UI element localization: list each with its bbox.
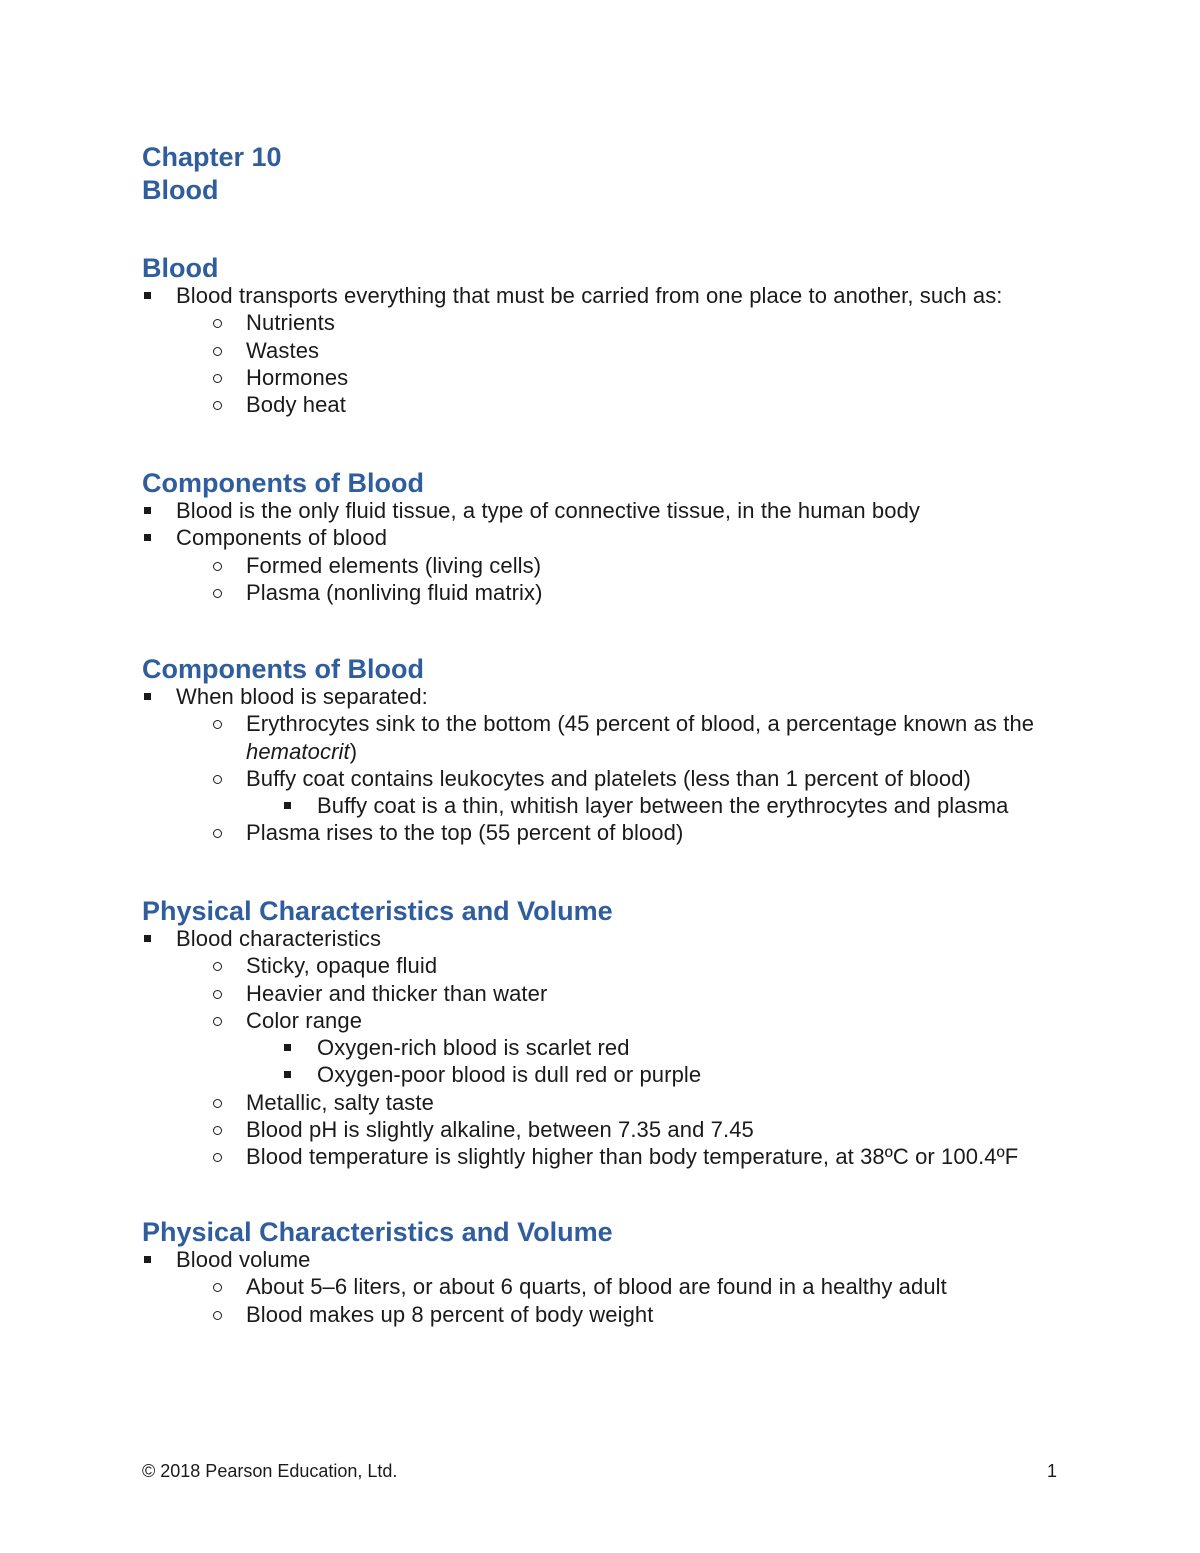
square-bullet-icon xyxy=(284,792,291,819)
circle-bullet-icon xyxy=(213,1143,222,1170)
list-item: Sticky, opaque fluid xyxy=(142,952,1122,979)
list-item: Hormones xyxy=(142,364,1122,391)
circle-bullet-icon xyxy=(213,579,222,606)
circle-bullet-icon xyxy=(213,710,222,737)
chapter-number: Chapter 10 xyxy=(142,142,282,172)
square-bullet-icon xyxy=(284,1061,291,1088)
list-item: Blood is the only fluid tissue, a type of connective tissue, in the human body xyxy=(142,497,1122,524)
list-item: Formed elements (living cells) xyxy=(142,552,1122,579)
chapter-title-block xyxy=(142,141,282,207)
chapter-title: Blood xyxy=(142,175,219,205)
square-bullet-icon xyxy=(144,1246,151,1273)
list-item: Buffy coat is a thin, whitish layer between the erythrocytes and plasma xyxy=(142,792,1122,819)
list-item: Oxygen-poor blood is dull red or purple xyxy=(142,1061,1122,1088)
section-physical-characteristics-2 xyxy=(142,1217,1122,1328)
list-item: Buffy coat contains leukocytes and platelets (less than 1 percent of blood) xyxy=(142,765,1122,792)
hematocrit-term: hematocrit xyxy=(246,738,350,764)
list-item: When blood is separated: xyxy=(142,683,1122,710)
list-item: Components of blood xyxy=(142,524,1122,551)
list-item: Blood characteristics xyxy=(142,925,1122,952)
square-bullet-icon xyxy=(144,282,151,309)
list-item: Blood makes up 8 percent of body weight xyxy=(142,1301,1122,1328)
list-item: Erythrocytes sink to the bottom (45 percent of blood, a percentage known as the hematocrit) xyxy=(142,710,1122,765)
list-item: Blood volume xyxy=(142,1246,1122,1273)
section-components-of-blood-2 xyxy=(142,654,1122,847)
section-heading: Physical Characteristics and Volume xyxy=(142,896,613,926)
section-components-of-blood-1 xyxy=(142,468,1122,606)
list-item: Blood transports everything that must be carried from one place to another, such as: xyxy=(142,282,1122,309)
circle-bullet-icon xyxy=(213,337,222,364)
list-item: Plasma rises to the top (55 percent of blood) xyxy=(142,819,1122,846)
section-blood xyxy=(142,253,1122,418)
square-bullet-icon xyxy=(144,524,151,551)
circle-bullet-icon xyxy=(213,552,222,579)
circle-bullet-icon xyxy=(213,765,222,792)
circle-bullet-icon xyxy=(213,364,222,391)
list-item: Blood temperature is slightly higher than body temperature, at 38ºC or 100.4ºF xyxy=(142,1143,1122,1170)
list-item: Wastes xyxy=(142,337,1122,364)
list-item: Blood pH is slightly alkaline, between 7.35 and 7.45 xyxy=(142,1116,1122,1143)
footer-page-number: 1 xyxy=(1047,1461,1058,1481)
circle-bullet-icon xyxy=(213,1007,222,1034)
footer-copyright: © 2018 Pearson Education, Ltd. xyxy=(142,1461,398,1481)
circle-bullet-icon xyxy=(213,1116,222,1143)
circle-bullet-icon xyxy=(213,1089,222,1116)
list-item: Plasma (nonliving fluid matrix) xyxy=(142,579,1122,606)
section-physical-characteristics-1 xyxy=(142,896,1122,1171)
square-bullet-icon xyxy=(284,1034,291,1061)
circle-bullet-icon xyxy=(213,980,222,1007)
section-heading: Blood xyxy=(142,253,219,283)
circle-bullet-icon xyxy=(213,309,222,336)
list-item: About 5–6 liters, or about 6 quarts, of blood are found in a healthy adult xyxy=(142,1273,1122,1300)
circle-bullet-icon xyxy=(213,391,222,418)
list-item: Nutrients xyxy=(142,309,1122,336)
circle-bullet-icon xyxy=(213,1273,222,1300)
list-item: Oxygen-rich blood is scarlet red xyxy=(142,1034,1122,1061)
circle-bullet-icon xyxy=(213,1301,222,1328)
list-item: Body heat xyxy=(142,391,1122,418)
square-bullet-icon xyxy=(144,497,151,524)
list-item: Color range xyxy=(142,1007,1122,1034)
list-item: Heavier and thicker than water xyxy=(142,980,1122,1007)
square-bullet-icon xyxy=(144,925,151,952)
square-bullet-icon xyxy=(144,683,151,710)
list-item: Metallic, salty taste xyxy=(142,1089,1122,1116)
section-heading: Components of Blood xyxy=(142,468,424,498)
circle-bullet-icon xyxy=(213,952,222,979)
circle-bullet-icon xyxy=(213,819,222,846)
section-heading: Physical Characteristics and Volume xyxy=(142,1217,613,1247)
section-heading: Components of Blood xyxy=(142,654,424,684)
